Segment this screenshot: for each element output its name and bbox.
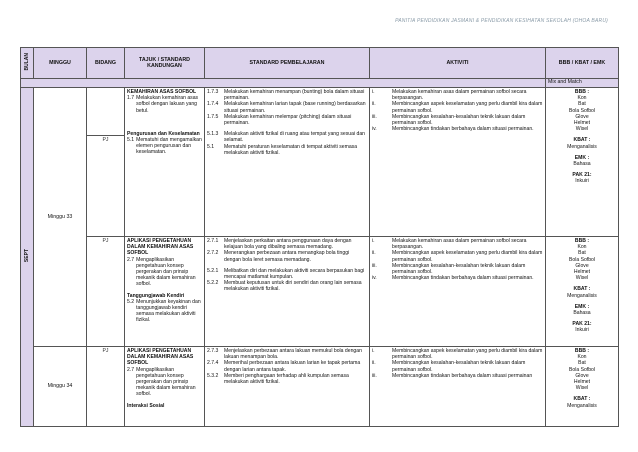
kbat-line: KBAT : [573, 396, 591, 403]
minggu-cell-2 [34, 347, 87, 427]
kbat-line: Menganalisis [567, 402, 597, 409]
header-standard: STANDARD PEMBELAJARAN [205, 48, 370, 79]
kbat-line: Menganalisis [567, 292, 597, 299]
standard-item [207, 268, 367, 280]
tajuk-title: APLIKASI PENGETAHUAN DALAM KEMAHIRAN ASAS SOFBOL [127, 348, 194, 367]
header-aktiviti: AKTIVITI [370, 48, 546, 79]
aktiviti-item-number: iv. [372, 126, 377, 133]
kbat-line: Bola Sofbol [568, 107, 596, 114]
aktiviti-item-text: Membincangkan tindakan berbahaya dalam situasi permainan. [392, 126, 534, 133]
tajuk-subtitle: Pengurusan dan Keselamatan [127, 130, 200, 137]
kbat-line: Kon [577, 244, 587, 251]
kbat-line: KBAT : [573, 137, 591, 144]
standard-item [207, 131, 367, 143]
tajuk-item-number: 5.2 [127, 298, 135, 305]
kbat-line: Wisel [575, 126, 589, 133]
aktiviti-item [372, 126, 543, 132]
tajuk-item [127, 95, 202, 114]
aktiviti-item-number: i. [372, 238, 375, 244]
standard-item [207, 238, 367, 250]
standard-cell [205, 237, 370, 347]
aktiviti-item-number: iv. [372, 275, 377, 282]
tajuk-cell [125, 347, 205, 427]
aktiviti-item-number: i. [372, 89, 375, 95]
aktiviti-item [372, 89, 543, 101]
aktiviti-item-number: iii. [372, 262, 377, 269]
standard-item-text: Membuat keputusan untuk diri sendiri dan orang lain semasa melakukan aktiviti fizikal. [224, 280, 362, 293]
bulan-label: SEPT [23, 249, 30, 263]
standard-item [207, 250, 367, 262]
aktiviti-item-text: Melakukan kemahiran asas dalam permainan sofbol secara berpasangan. [392, 238, 527, 251]
standard-item-number: 2.7.4 [207, 360, 219, 367]
standard-item-number: 2.7.3 [207, 348, 219, 354]
standard-item-text: Memberi penghargaan terhadap ahli kumpulan semasa melakukan aktiviti fizikal. [224, 372, 349, 386]
tajuk-item-number: 5.1 [127, 137, 135, 144]
aktiviti-item [372, 373, 543, 379]
kbat-line: Bola Sofbol [568, 256, 596, 263]
standard-item-text: Melakukan kemahiran melempar (pitching) dalam situasi permainan. [224, 113, 352, 127]
aktiviti-item-number: ii. [372, 360, 376, 367]
aktiviti-cell [370, 237, 546, 347]
aktiviti-item [372, 114, 543, 126]
standard-item-text: Menjelaskan perbezaan antara lakuan memukul bola dengan lakuan menampan bola. [224, 348, 362, 361]
tajuk-item-text: Mengaplikasikan pengetahuan konsep pergerakan dan prinsip mekanik dalam kemahiran sofbol. [136, 366, 196, 398]
kbat-cell [546, 347, 619, 427]
bidang-cell [87, 237, 125, 347]
aktiviti-item [372, 348, 543, 360]
kbat-line: Inkuiri [575, 178, 589, 185]
tajuk-item [127, 367, 202, 398]
aktiviti-cell [370, 347, 546, 427]
standard-item [207, 114, 367, 126]
bidang-label: PJ [102, 348, 109, 354]
tajuk-cell [125, 88, 205, 237]
kbat-line: Bola Sofbol [568, 366, 596, 373]
mix-spacer-wide [34, 79, 546, 88]
kbat-line: Menganalisis [567, 143, 597, 150]
minggu-label: Minggu 33 [47, 213, 73, 220]
kbat-line: BBB : [574, 348, 590, 354]
standard-item-text: Menjelaskan perkaitan antara penggunaan daya dengan kelajuan bola yang dibaling semasa memadang. [224, 238, 352, 251]
standard-item-number: 5.2.1 [207, 267, 219, 274]
mix-spacer [21, 79, 34, 88]
kbat-cell [546, 237, 619, 347]
header-bidang: BIDANG [87, 48, 125, 79]
aktiviti-item-number: iii. [372, 113, 377, 120]
kbat-line: Bat [578, 101, 586, 108]
mix-and-match-label: Mix and Match [546, 79, 619, 88]
aktiviti-item-text: Membincangkan kesalahan-kesalahan teknik lakuan dalam permainan sofbol. [392, 262, 526, 276]
tajuk-subtitle: Interaksi Sosial [127, 402, 165, 409]
aktiviti-item-text: Melakukan kemahiran asas dalam permainan sofbol secara berpasangan. [392, 89, 527, 102]
kbat-cell [546, 88, 619, 237]
standard-item-number: 5.3.2 [207, 372, 219, 379]
standard-item [207, 373, 367, 385]
standard-item-number: 5.2.2 [207, 280, 219, 287]
aktiviti-item-text: Membincangkan kesalahan-kesalahan teknik lakuan dalam permainan sofbol. [392, 113, 526, 127]
kbat-line: BBB : [574, 89, 590, 95]
standard-item [207, 101, 367, 113]
minggu-cell-1 [34, 88, 87, 347]
aktiviti-item-number: iii. [372, 372, 377, 379]
kbat-line: KBAT : [573, 286, 591, 293]
kbat-line: Helmet [573, 269, 591, 276]
kbat-line: Helmet [573, 120, 591, 127]
kbat-line: Wisel [575, 275, 589, 282]
aktiviti-item [372, 238, 543, 250]
minggu-label: Minggu 34 [47, 383, 73, 390]
standard-item-number: 2.7.1 [207, 238, 219, 244]
standard-item [207, 360, 367, 372]
aktiviti-item-text: Membincangkan tindakan berbahaya dalam situasi permainan. [392, 275, 534, 282]
kbat-line: Wisel [575, 385, 589, 392]
aktiviti-cell [370, 88, 546, 237]
tajuk-cell [125, 237, 205, 347]
tajuk-item [127, 257, 202, 288]
aktiviti-item-text: Membincangkan aspek keselamatan yang perlu diambil kira dalam permainan sofbol. [392, 250, 543, 263]
aktiviti-item [372, 263, 543, 275]
kbat-line: Bahasa [573, 310, 591, 317]
tajuk-item-number: 2.7 [127, 366, 135, 373]
header-minggu: MINGGU [34, 48, 87, 79]
standard-item-number: 2.7.2 [207, 250, 219, 257]
bulan-cell [21, 88, 34, 427]
standard-item-text: Melakukan kemahiran larian tapak (base running) berdasarkan situasi permainan. [224, 101, 366, 114]
kbat-line: BBB : [574, 238, 590, 244]
aktiviti-item-text: Membincangkan tindakan berbahaya dalam situasi permainan [392, 372, 533, 379]
tajuk-item-number: 1.7 [127, 95, 135, 102]
tajuk-item-text: Melakukan kemahiran asas sofbol dengan lakuan yang betul. [136, 95, 199, 114]
tajuk-title: KEMAHIRAN ASAS SOFBOL [127, 89, 197, 95]
kbat-line: EMK : [574, 303, 590, 310]
kbat-line: Kon [577, 354, 587, 361]
standard-item [207, 280, 367, 292]
spacer [127, 114, 202, 131]
bidang-label: PJ [102, 238, 109, 244]
page-header: PANITIA PENDIDIKAN JASMANI & PENDIDIKAN KESIHATAN SEKOLAH (OHOA BARU) [395, 18, 608, 24]
header-tajuk: TAJUK / STANDARD KANDUNGAN [125, 48, 205, 79]
aktiviti-item [372, 250, 543, 262]
standard-item-number: 5.1.3 [207, 131, 219, 138]
standard-item [207, 144, 367, 156]
kbat-line: Helmet [573, 379, 591, 386]
bidang-cell [87, 88, 125, 237]
tajuk-item-text: Mengaplikasikan pengetahuan konsep pergerakan dan prinsip mekanik dalam kemahiran sofbol. [136, 256, 196, 288]
tajuk-item-text: Mematuhi dan mengamalkan elemen pengurusan dan keselamatan. [136, 137, 202, 156]
kbat-line: PAK 21: [572, 172, 592, 179]
kbat-line: Bahasa [573, 161, 591, 168]
standard-item-text: Melibatkan diri dan melakukan aktiviti secara berpasukan bagi mencapai matlamat kumpulan. [224, 267, 365, 281]
rpt-table [20, 47, 619, 427]
kbat-line: Bat [578, 360, 586, 367]
tajuk-item-number: 2.7 [127, 256, 135, 263]
kbat-line: PAK 21: [572, 321, 592, 328]
aktiviti-item [372, 360, 543, 372]
tajuk-subtitle: Tanggungjawab Kendiri [127, 292, 185, 299]
kbat-line: Kon [577, 95, 587, 102]
standard-item-text: Melakukan kemahiran menampan (bunting) bola dalam situasi permainan. [224, 89, 365, 102]
tajuk-title: APLIKASI PENGETAHUAN DALAM KEMAHIRAN ASAS SOFBOL [127, 238, 194, 257]
aktiviti-item-number: ii. [372, 250, 376, 257]
aktiviti-item-number: i. [372, 348, 375, 354]
kbat-line: Inkuiri [575, 327, 589, 334]
tajuk-item [127, 299, 202, 324]
aktiviti-item-text: Membincangkan aspek keselamatan yang perlu diambil kira dalam permainan sofbol. [392, 101, 543, 114]
header-kbat: BBB / KBAT / EMK [546, 48, 619, 79]
standard-cell [205, 88, 370, 237]
bidang-label: PJ [87, 135, 125, 236]
standard-item-text: Melakukan aktiviti fizikal di ruang atau tempat yang sesuai dan selamat. [224, 131, 366, 144]
header-bulan: BULAN [21, 48, 34, 79]
standard-item-text: Memerihal perbezaan antara lakuan larian ke tapak pertama dengan larian antara tapak. [224, 360, 361, 373]
kbat-line: Glove [575, 262, 589, 269]
tajuk-item [127, 137, 202, 156]
kbat-line: Glove [575, 372, 589, 379]
standard-item-number: 1.7.5 [207, 113, 219, 120]
aktiviti-item [372, 275, 543, 281]
standard-item [207, 348, 367, 360]
aktiviti-item [372, 101, 543, 113]
tajuk-item-text: Menunjukkan keyakinan dan tanggungjawab kendiri semasa melakukan aktiviti fizikal. [136, 298, 201, 324]
aktiviti-item-number: ii. [372, 101, 376, 108]
standard-cell [205, 347, 370, 427]
rpt-table-container [20, 47, 618, 452]
standard-item-text: Menerangkan perbezaan antara menangkap bola tinggi dengan bola leret semasa memadang. [224, 250, 350, 263]
standard-item-text: Mematuhi peraturan keselamatan di tempat aktiviti semasa melakukan aktiviti fizikal. [224, 143, 358, 156]
aktiviti-item-text: Membincangkan kesalahan-kesalahan teknik lakuan dalam permainan sofbol. [392, 360, 526, 373]
kbat-line: EMK : [574, 154, 590, 161]
standard-item-number: 5.1 [207, 143, 215, 150]
standard-item-number: 1.7.3 [207, 89, 219, 95]
aktiviti-item-text: Membincangkan aspek keselamatan yang perlu diambil kira dalam permainan sofbol. [392, 348, 543, 361]
standard-item [207, 89, 367, 101]
standard-item-number: 1.7.4 [207, 101, 219, 108]
bidang-cell [87, 347, 125, 427]
kbat-line: Glove [575, 113, 589, 120]
kbat-line: Bat [578, 250, 586, 257]
